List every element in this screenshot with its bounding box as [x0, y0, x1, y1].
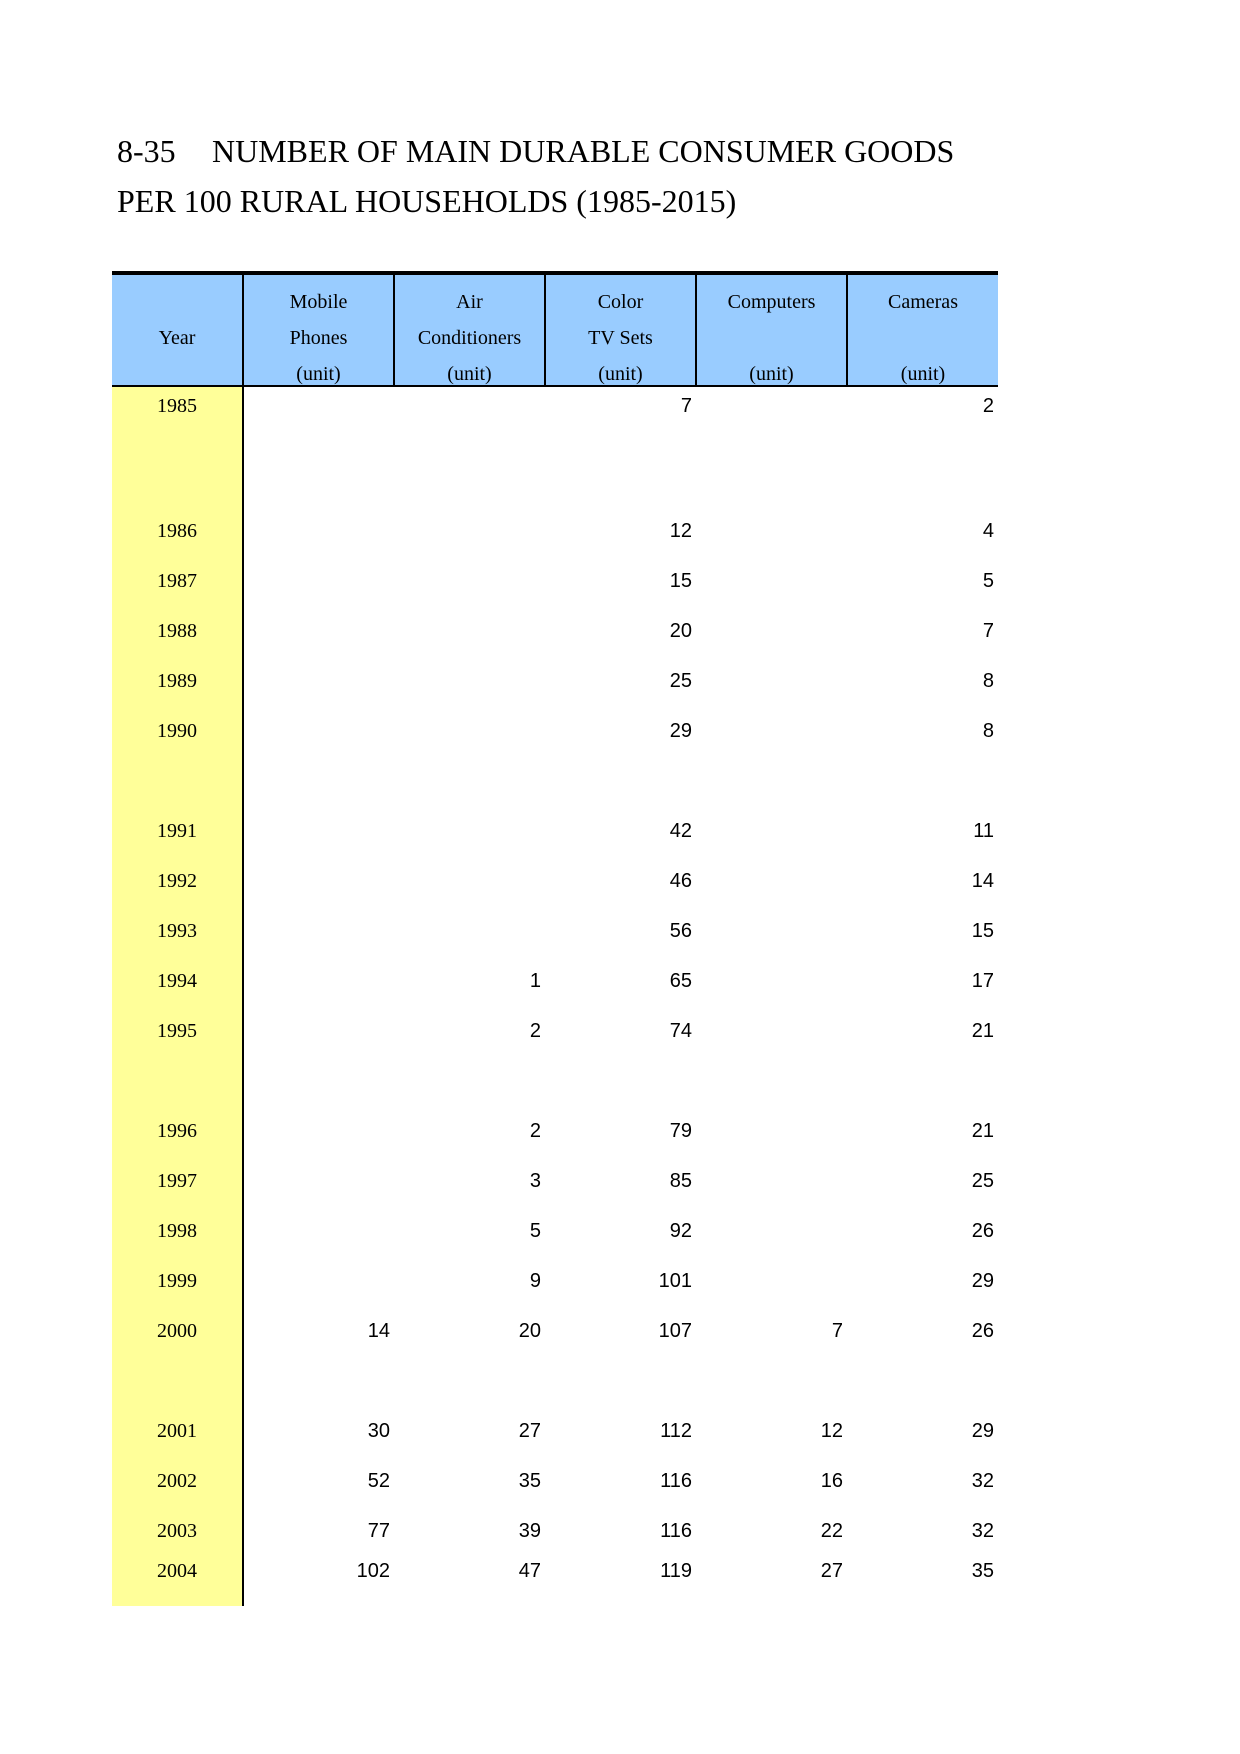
value-cell-ac: 20	[518, 1319, 541, 1342]
value-cell-computers	[696, 386, 847, 456]
value-cell-ac: 5	[529, 1219, 541, 1242]
table-row	[112, 706, 998, 756]
value-cell-computers	[696, 606, 847, 656]
value-cell-ac	[394, 606, 545, 656]
value-cell-computers	[696, 706, 847, 756]
value-cell-cameras: 35	[971, 1560, 994, 1582]
header-label-line1: Air	[456, 291, 483, 313]
value-cell-computers	[696, 1206, 847, 1256]
value-cell-tv: 85	[669, 1169, 692, 1192]
table-body	[112, 386, 998, 1606]
table-row	[112, 1556, 998, 1606]
title-text-1: NUMBER OF MAIN DURABLE CONSUMER GOODS	[212, 133, 955, 169]
year-cell: 1992	[112, 856, 243, 906]
table-row	[112, 906, 998, 956]
table-row	[112, 1256, 998, 1306]
value-cell-ac: 3	[529, 1169, 541, 1192]
value-cell-tv: 119	[660, 1560, 692, 1582]
value-cell-computers	[696, 956, 847, 1006]
value-cell-cameras: 15	[971, 919, 994, 942]
value-cell-tv: 79	[669, 1119, 692, 1142]
year-cell: 2001	[112, 1406, 243, 1456]
table-row	[112, 386, 998, 456]
value-cell-computers: 16	[820, 1469, 843, 1492]
value-cell-mobile	[243, 906, 394, 956]
value-cell-mobile	[243, 386, 394, 456]
header-unit: (unit)	[598, 363, 643, 385]
header-year-label: Year	[158, 327, 196, 349]
value-cell-ac	[394, 906, 545, 956]
year-cell: 1988	[112, 606, 243, 656]
table-row	[112, 1506, 998, 1556]
value-cell-mobile: 14	[367, 1319, 390, 1342]
value-cell-computers: 12	[820, 1419, 843, 1442]
value-cell-mobile	[243, 956, 394, 1006]
value-cell-cameras: 21	[971, 1119, 994, 1142]
header-air-conditioners	[394, 273, 545, 386]
data-table	[112, 271, 998, 1606]
value-cell-computers: 7	[831, 1319, 843, 1342]
value-cell-cameras: 17	[971, 969, 994, 992]
value-cell-computers	[696, 806, 847, 856]
year-cell: 1993	[112, 906, 243, 956]
header-label-line2: Phones	[289, 327, 348, 349]
table-row	[112, 656, 998, 706]
value-cell-cameras: 26	[971, 1319, 994, 1342]
table-row	[112, 1006, 998, 1056]
value-cell-cameras: 8	[982, 669, 994, 692]
year-cell: 1998	[112, 1206, 243, 1256]
year-cell-empty	[112, 1056, 243, 1106]
empty-cell	[394, 1056, 545, 1106]
spacer-row	[112, 456, 998, 506]
header-label-line2: TV Sets	[588, 327, 653, 349]
value-cell-cameras: 21	[971, 1019, 994, 1042]
header-label-line1: Computers	[727, 291, 816, 313]
year-cell: 2003	[112, 1506, 243, 1556]
value-cell-tv: 112	[660, 1419, 692, 1442]
value-cell-computers	[696, 506, 847, 556]
value-cell-tv: 116	[660, 1519, 692, 1542]
spacer-row	[112, 1356, 998, 1406]
value-cell-cameras: 32	[971, 1519, 994, 1542]
year-cell: 1997	[112, 1156, 243, 1206]
value-cell-mobile	[243, 656, 394, 706]
header-year	[112, 273, 243, 386]
table-row	[112, 1456, 998, 1506]
spacer-row	[112, 756, 998, 806]
header-label-line1: Cameras	[888, 291, 958, 313]
value-cell-tv: 56	[669, 919, 692, 942]
empty-cell	[545, 456, 696, 506]
value-cell-ac	[394, 386, 545, 456]
value-cell-cameras: 32	[971, 1469, 994, 1492]
value-cell-tv: 101	[658, 1269, 692, 1292]
year-cell: 1989	[112, 656, 243, 706]
header-label-line2: Conditioners	[417, 327, 522, 349]
value-cell-tv: 46	[669, 869, 692, 892]
value-cell-ac: 47	[518, 1560, 541, 1582]
value-cell-computers: 22	[820, 1519, 843, 1542]
value-cell-tv: 15	[669, 569, 692, 592]
value-cell-ac: 39	[518, 1519, 541, 1542]
value-cell-tv: 107	[658, 1319, 692, 1342]
value-cell-ac	[394, 506, 545, 556]
table-header	[112, 273, 998, 386]
value-cell-mobile	[243, 706, 394, 756]
value-cell-mobile	[243, 1256, 394, 1306]
value-cell-computers	[696, 1106, 847, 1156]
table-row	[112, 1406, 998, 1456]
year-cell: 1994	[112, 956, 243, 1006]
year-cell: 2000	[112, 1306, 243, 1356]
value-cell-mobile	[243, 1106, 394, 1156]
table-row	[112, 1306, 998, 1356]
empty-cell	[545, 756, 696, 806]
empty-cell	[394, 1356, 545, 1406]
empty-cell	[696, 1056, 847, 1106]
value-cell-computers	[696, 1256, 847, 1306]
header-unit: (unit)	[749, 363, 794, 385]
value-cell-mobile	[243, 1206, 394, 1256]
value-cell-ac: 1	[529, 969, 541, 992]
table-row	[112, 1106, 998, 1156]
year-cell: 1986	[112, 506, 243, 556]
empty-cell	[847, 1056, 998, 1106]
value-cell-ac	[394, 706, 545, 756]
value-cell-tv: 116	[660, 1469, 692, 1492]
header-unit: (unit)	[447, 363, 492, 385]
value-cell-tv: 29	[669, 719, 692, 742]
empty-cell	[243, 756, 394, 806]
header-unit: (unit)	[296, 363, 341, 385]
table-row	[112, 556, 998, 606]
value-cell-cameras: 11	[973, 819, 994, 842]
table-number: 8-35	[117, 133, 176, 169]
year-cell-empty	[112, 456, 243, 506]
value-cell-computers	[696, 1006, 847, 1056]
value-cell-mobile	[243, 856, 394, 906]
value-cell-cameras: 29	[971, 1419, 994, 1442]
year-cell: 1995	[112, 1006, 243, 1056]
empty-cell	[696, 1356, 847, 1406]
value-cell-tv: 7	[680, 395, 692, 417]
year-cell: 2004	[112, 1556, 243, 1606]
value-cell-tv: 42	[669, 819, 692, 842]
value-cell-mobile	[243, 1006, 394, 1056]
title-line-1	[117, 126, 1017, 176]
header-unit: (unit)	[900, 363, 946, 385]
value-cell-cameras: 14	[971, 869, 994, 892]
title-line-2: PER 100 RURAL HOUSEHOLDS (1985-2015)	[117, 183, 737, 219]
header-label-line1: Mobile	[289, 291, 348, 313]
year-cell-empty	[112, 1356, 243, 1406]
value-cell-ac	[394, 856, 545, 906]
header-color-tv-sets	[545, 273, 696, 386]
page-title	[117, 126, 1017, 226]
value-cell-tv: 25	[669, 669, 692, 692]
value-cell-mobile	[243, 556, 394, 606]
value-cell-mobile	[243, 606, 394, 656]
empty-cell	[243, 1356, 394, 1406]
value-cell-cameras: 25	[971, 1169, 994, 1192]
empty-cell	[394, 756, 545, 806]
empty-cell	[847, 1356, 998, 1406]
value-cell-ac	[394, 656, 545, 706]
value-cell-ac: 2	[529, 1119, 541, 1142]
value-cell-mobile: 52	[367, 1469, 390, 1492]
value-cell-tv: 92	[669, 1219, 692, 1242]
year-cell-empty	[112, 756, 243, 806]
value-cell-mobile	[243, 806, 394, 856]
value-cell-tv: 20	[669, 619, 692, 642]
table-row	[112, 806, 998, 856]
empty-cell	[847, 456, 998, 506]
year-cell: 1985	[112, 386, 243, 456]
value-cell-ac: 35	[518, 1469, 541, 1492]
table-row	[112, 856, 998, 906]
header-label-line1: Color	[597, 291, 644, 313]
header-row	[112, 273, 998, 386]
table-row	[112, 506, 998, 556]
value-cell-tv: 65	[669, 969, 692, 992]
value-cell-ac: 9	[529, 1269, 541, 1292]
value-cell-tv: 12	[669, 519, 692, 542]
year-cell: 1991	[112, 806, 243, 856]
year-cell: 1987	[112, 556, 243, 606]
value-cell-ac	[394, 806, 545, 856]
year-cell: 2002	[112, 1456, 243, 1506]
value-cell-computers	[696, 656, 847, 706]
value-cell-mobile: 102	[356, 1560, 390, 1582]
header-mobile-phones	[243, 273, 394, 386]
value-cell-cameras: 29	[971, 1269, 994, 1292]
empty-cell	[847, 756, 998, 806]
value-cell-mobile: 77	[367, 1519, 390, 1542]
year-cell: 1990	[112, 706, 243, 756]
empty-cell	[394, 456, 545, 506]
value-cell-cameras: 5	[982, 569, 994, 592]
value-cell-ac: 27	[518, 1419, 541, 1442]
empty-cell	[696, 456, 847, 506]
value-cell-cameras: 7	[982, 619, 994, 642]
value-cell-computers	[696, 906, 847, 956]
header-cameras	[847, 273, 998, 386]
table-row	[112, 956, 998, 1006]
value-cell-mobile: 30	[367, 1419, 390, 1442]
empty-cell	[243, 1056, 394, 1106]
value-cell-cameras: 8	[982, 719, 994, 742]
empty-cell	[545, 1356, 696, 1406]
empty-cell	[545, 1056, 696, 1106]
value-cell-computers: 27	[820, 1560, 843, 1582]
value-cell-mobile	[243, 506, 394, 556]
value-cell-tv: 74	[669, 1019, 692, 1042]
value-cell-ac	[394, 556, 545, 606]
value-cell-computers	[696, 556, 847, 606]
value-cell-computers	[696, 856, 847, 906]
empty-cell	[696, 756, 847, 806]
header-computers	[696, 273, 847, 386]
empty-cell	[243, 456, 394, 506]
year-cell: 1999	[112, 1256, 243, 1306]
data-table-container	[112, 271, 998, 1606]
value-cell-ac: 2	[529, 1019, 541, 1042]
table-row	[112, 1206, 998, 1256]
value-cell-cameras: 26	[971, 1219, 994, 1242]
year-cell: 1996	[112, 1106, 243, 1156]
value-cell-computers	[696, 1156, 847, 1206]
spacer-row	[112, 1056, 998, 1106]
value-cell-cameras: 4	[982, 519, 994, 542]
table-row	[112, 1156, 998, 1206]
value-cell-mobile	[243, 1156, 394, 1206]
value-cell-cameras: 2	[982, 395, 994, 417]
table-row	[112, 606, 998, 656]
